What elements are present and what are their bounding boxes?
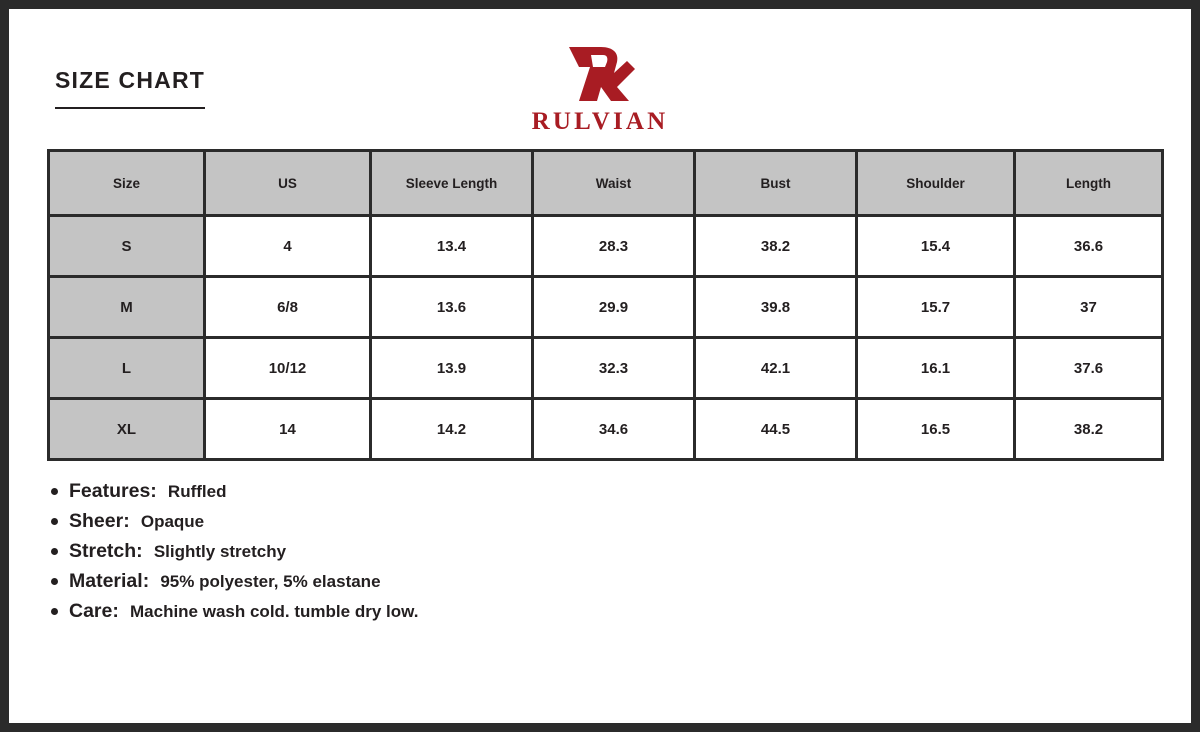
bullet-icon — [51, 488, 58, 495]
spec-label: Care: — [69, 600, 119, 623]
spec-value: 95% polyester, 5% elastane — [160, 572, 381, 592]
cell-waist: 29.9 — [533, 277, 695, 338]
bullet-icon — [51, 578, 58, 585]
cell-us: 6/8 — [205, 277, 371, 338]
bullet-icon — [51, 518, 58, 525]
cell-length: 36.6 — [1015, 216, 1163, 277]
cell-bust: 39.8 — [695, 277, 857, 338]
bullet-icon — [51, 548, 58, 555]
list-item — [47, 481, 1153, 502]
list-item — [47, 541, 1153, 562]
column-header-size: Size — [49, 151, 205, 216]
cell-bust: 42.1 — [695, 338, 857, 399]
spec-value: Opaque — [140, 512, 205, 532]
product-specs-list — [47, 481, 1153, 622]
spec-label: Features: — [69, 480, 157, 502]
cell-shoulder: 16.5 — [857, 399, 1015, 460]
cell-length: 37 — [1015, 277, 1163, 338]
table-row — [49, 277, 1163, 338]
cell-length: 38.2 — [1015, 399, 1163, 460]
cell-sleeve-length: 13.9 — [371, 338, 533, 399]
column-header-sleeve-length: Sleeve Length — [371, 151, 533, 216]
row-label: M — [49, 277, 205, 338]
spec-label: Sheer: — [69, 510, 130, 533]
page-title: SIZE CHART — [55, 67, 205, 93]
column-header-bust: Bust — [695, 151, 857, 216]
table-row — [49, 338, 1163, 399]
table-row — [49, 399, 1163, 460]
cell-waist: 32.3 — [533, 338, 695, 399]
cell-shoulder: 15.4 — [857, 216, 1015, 277]
cell-us: 4 — [205, 216, 371, 277]
table-header-row — [49, 151, 1163, 216]
cell-waist: 34.6 — [533, 399, 695, 460]
cell-waist: 28.3 — [533, 216, 695, 277]
list-item — [47, 571, 1153, 592]
cell-sleeve-length: 13.6 — [371, 277, 533, 338]
column-header-us: US — [205, 151, 371, 216]
cell-sleeve-length: 14.2 — [371, 399, 533, 460]
column-header-length: Length — [1015, 151, 1163, 216]
brand-name: RULVIAN — [531, 108, 669, 135]
list-item — [47, 511, 1153, 532]
spec-label: Stretch: — [69, 540, 143, 563]
row-label: S — [49, 216, 205, 277]
row-label: L — [49, 338, 205, 399]
row-label: XL — [49, 399, 205, 460]
column-header-waist: Waist — [533, 151, 695, 216]
cell-bust: 38.2 — [695, 216, 857, 277]
spec-label: Material: — [69, 570, 150, 593]
size-chart-table — [47, 149, 1164, 461]
spec-value: Machine wash cold. tumble dry low. — [130, 602, 419, 622]
table-row — [49, 216, 1163, 277]
cell-us: 14 — [205, 399, 371, 460]
bullet-icon — [51, 608, 58, 615]
cell-us: 10/12 — [205, 338, 371, 399]
brand-block — [47, 43, 1153, 136]
cell-length: 37.6 — [1015, 338, 1163, 399]
rulvian-r-monogram-icon — [557, 43, 643, 105]
spec-value: Ruffled — [167, 482, 227, 501]
column-header-shoulder: Shoulder — [857, 151, 1015, 216]
cell-sleeve-length: 13.4 — [371, 216, 533, 277]
cell-bust: 44.5 — [695, 399, 857, 460]
spec-value: Slightly stretchy — [153, 542, 287, 562]
document-header — [47, 39, 1153, 147]
cell-shoulder: 16.1 — [857, 338, 1015, 399]
cell-shoulder: 15.7 — [857, 277, 1015, 338]
list-item — [47, 601, 1153, 622]
